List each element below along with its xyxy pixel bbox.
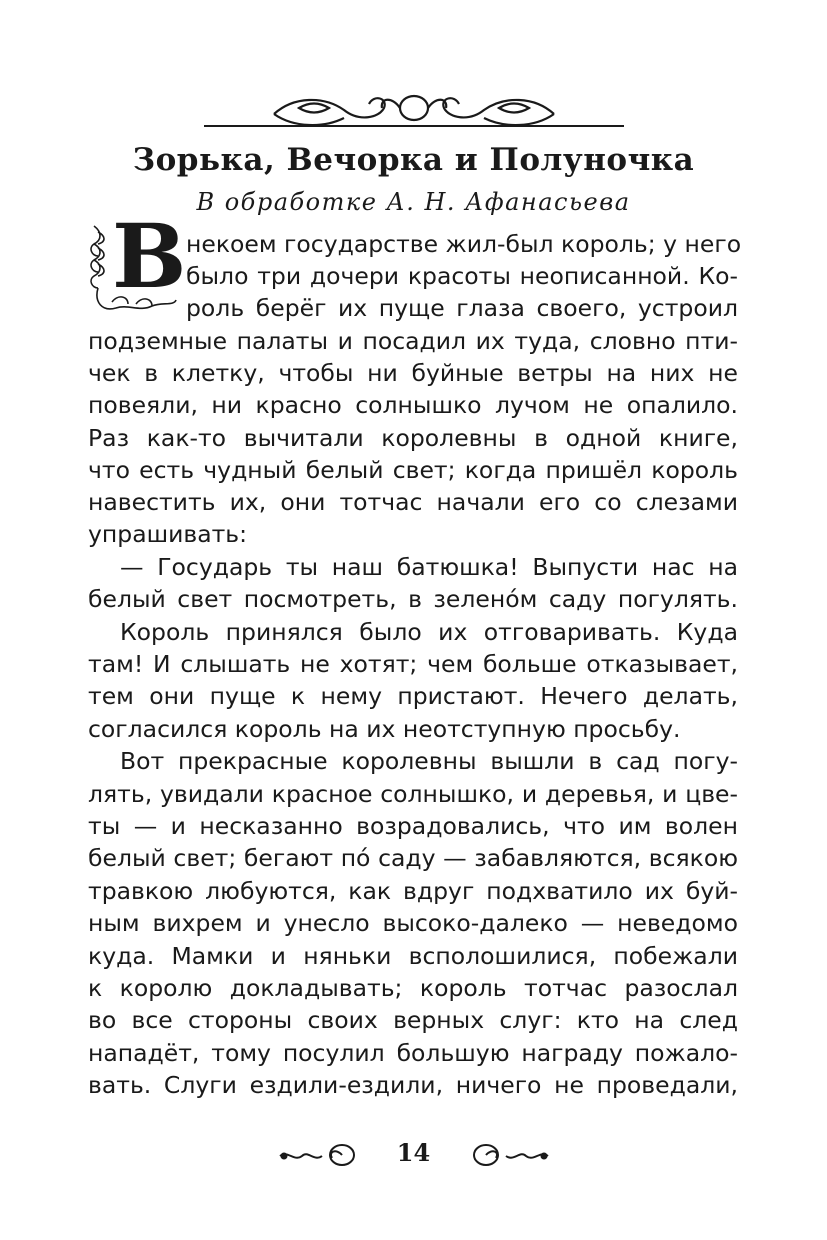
text-line: Король принялся было их отговаривать. Куда	[120, 618, 738, 646]
text-line: что есть чудный белый свет; когда пришёл король	[88, 456, 738, 484]
text-line: лять, увидали красное солнышко, и деревья, и цве-	[88, 780, 738, 808]
text-line: чек в клетку, чтобы ни буйные ветры на них не	[88, 359, 738, 387]
text-line: ным вихрем и унесло высоко-далеко — неведомо	[88, 909, 738, 937]
text-line: согласился король на их неотступную просьбу.	[88, 715, 681, 743]
text-line: — Государь ты наш батюшка! Выпусти нас на	[120, 553, 738, 581]
text-line: подземные палаты и посадил их туда, словно пти-	[88, 327, 738, 355]
text-line: повеяли, ни красно солнышко лучом не опалило.	[88, 391, 738, 419]
text-line: куда. Мамки и няньки всполошилися, побежали	[88, 942, 738, 970]
text-line: было три дочери красоты неописанной. Ко-	[186, 262, 738, 290]
text-line: нападёт, тому посулил большую награду пожало-	[88, 1039, 738, 1067]
text-line: навестить их, они тотчас начали его со слезами	[88, 488, 738, 516]
text-line: упрашивать:	[88, 520, 248, 548]
footer-ornament-right-icon	[470, 1140, 550, 1170]
text-line: Вот прекрасные королевны вышли в сад погу-	[120, 747, 738, 775]
text-line: там! И слышать не хотят; чем больше отказывает,	[88, 650, 738, 678]
text-line: ты — и несказанно возрадовались, что им волен	[88, 812, 738, 840]
text-line: белый свет посмотреть, в зеленóм саду погулять.	[88, 585, 738, 613]
text-line: роль берёг их пуще глаза своего, устроил	[186, 294, 738, 322]
text-line: к королю докладывать; король тотчас разослал	[88, 974, 738, 1002]
page-number: 14	[396, 1138, 431, 1167]
drop-cap-letter: В	[112, 204, 187, 308]
text-line: некоем государстве жил-был король; у него	[186, 230, 742, 258]
text-line: во все стороны своих верных слуг: кто на след	[88, 1006, 738, 1034]
story-title: Зорька, Вечорка и Полуночка	[132, 142, 695, 178]
text-line: вать. Слуги ездили-ездили, ничего не проведали,	[88, 1071, 738, 1099]
text-line: тем они пуще к нему пристают. Нечего делать,	[88, 682, 738, 710]
story-subtitle: В обработке А. Н. Афанасьева	[196, 188, 631, 216]
text-line: белый свет; бегают пó саду — забавляются, всякою	[88, 844, 738, 872]
header-ornament-icon	[204, 88, 624, 136]
text-line: Раз как-то вычитали королевны в одной книге,	[88, 424, 738, 452]
text-line: травкою любуются, как вдруг подхватило их буй-	[88, 877, 738, 905]
